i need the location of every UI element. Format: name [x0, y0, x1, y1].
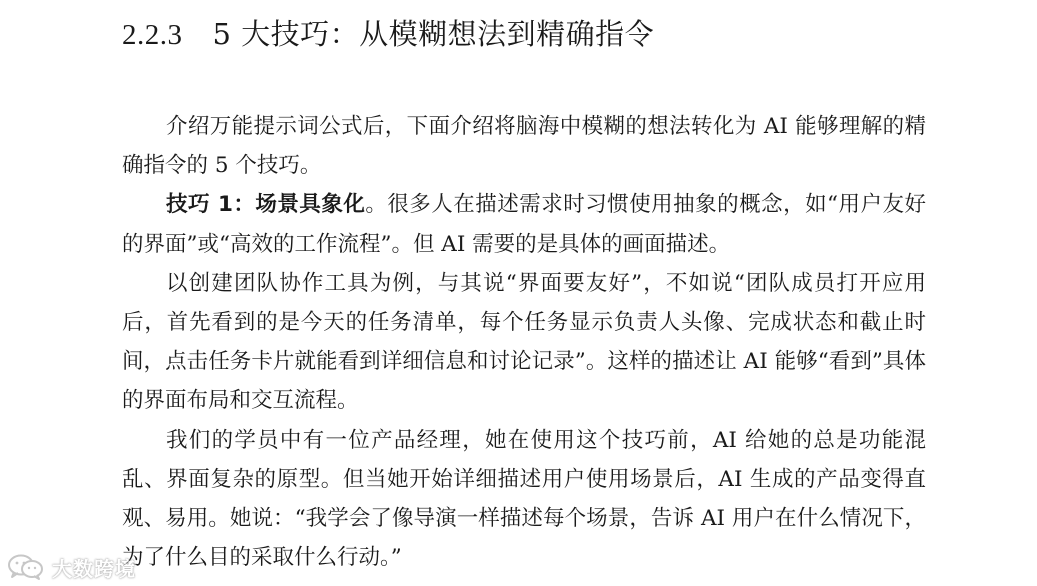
tip-1-text: 。很多人在描述需求时习惯使用抽象的概念，如“用户友好的界面”或“高效的工作流程”。但 AI 需要的是具体的画面描述。	[122, 192, 926, 257]
body-text	[122, 107, 926, 577]
section-heading	[122, 14, 654, 55]
tip-1-label: 技巧 1：场景具象化	[166, 192, 366, 218]
section-number: 2.2.3	[122, 19, 183, 51]
paragraph-intro: 介绍万能提示词公式后，下面介绍将脑海中模糊的想法转化为 AI 能够理解的精确指令的 5 个技巧。	[122, 114, 926, 179]
watermark	[6, 552, 136, 582]
watermark-text: 大数跨境	[52, 556, 136, 581]
section-title: 5 大技巧：从模糊想法到精确指令	[212, 17, 655, 51]
paragraph-case-study: 我们的学员中有一位产品经理，她在使用这个技巧前，AI 给她的总是功能混乱、界面复杂的原型。但当她开始详细描述用户使用场景后，AI 生成的产品变得直观、易用。她说：“我学会了像导演一样描述每个场景，告诉 AI 用户在什么情况下，为了什么目的采取什么行动。”	[122, 427, 926, 571]
paragraph-tip-1	[122, 185, 926, 263]
wechat-chat-bubble-icon	[6, 553, 46, 581]
paragraph-example: 以创建团队协作工具为例，与其说“界面要友好”，不如说“团队成员打开应用后，首先看到的是今天的任务清单，每个任务显示负责人头像、完成状态和截止时间，点击任务卡片就能看到详细信息和讨论记录”。这样的描述让 AI 能够“看到”具体的界面布局和交互流程。	[122, 270, 926, 414]
